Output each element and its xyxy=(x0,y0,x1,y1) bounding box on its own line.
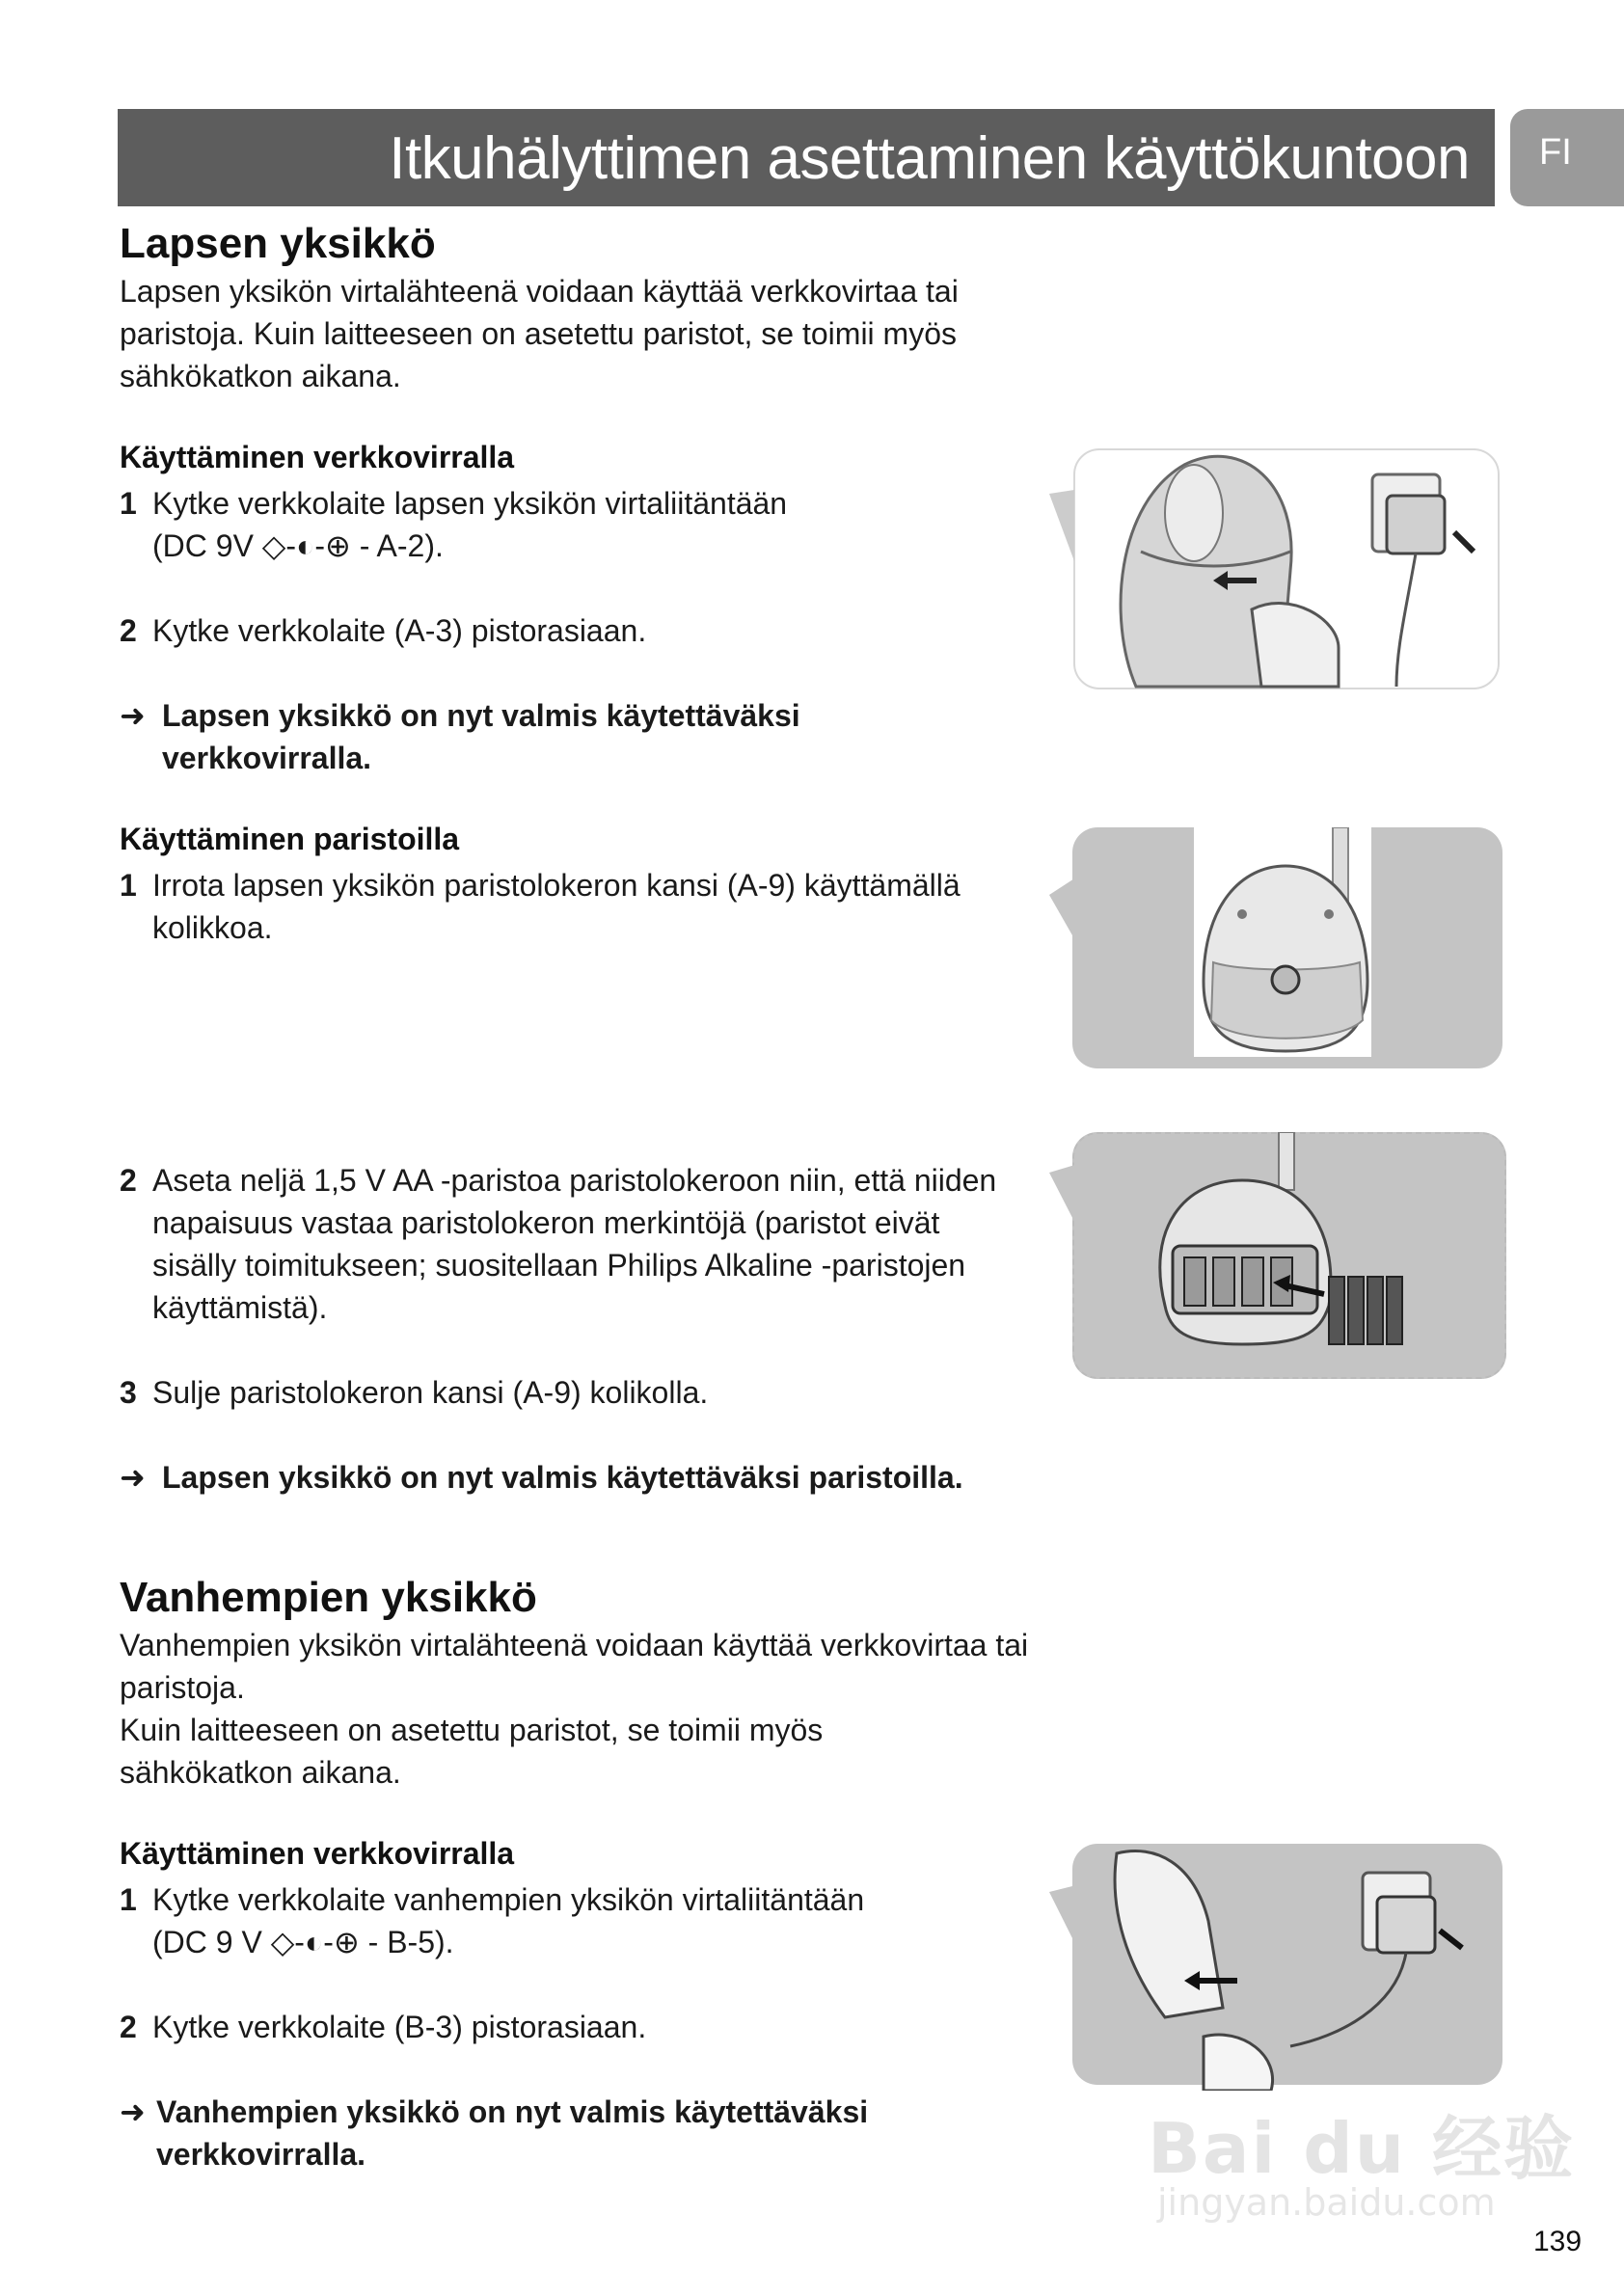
baby-battery-step-3 xyxy=(120,1371,1026,1414)
parent-unit-title: Vanhempien yksikkö xyxy=(120,1574,537,1621)
batteries-image xyxy=(1049,1132,1502,1375)
step-text: Aseta neljä 1,5 V AA -paristoa paristolokeroon niin, että niiden napaisuus vastaa paristolokeron merkintöjä (paristot eivät sisälly toimitukseen; suositellaan Philips Alkaline -paristojen käyttämistä). xyxy=(152,1163,997,1325)
step-text-spec: (DC 9 V ◇-◐-⊕ - B-5). xyxy=(152,1925,454,1959)
illustration-insert-batteries xyxy=(1049,1132,1502,1375)
page-title: Itkuhälyttimen asettaminen käyttökuntoon xyxy=(389,125,1470,192)
parent-adapter-image xyxy=(1049,1844,1502,2091)
illustration-parent-unit-adapter xyxy=(1049,1844,1502,2091)
step-number: 2 xyxy=(120,1163,137,1198)
step-text: Kytke verkkolaite vanhempien yksikön virtaliitäntään xyxy=(152,1882,865,1917)
baby-mains-title: Käyttäminen verkkovirralla xyxy=(120,440,515,474)
header-bar xyxy=(118,109,1495,206)
parent-mains-step-2 xyxy=(120,2006,1026,2048)
adapter-plug-image xyxy=(1049,446,1502,692)
result-text: Lapsen yksikkö on nyt valmis käytettäväksi paristoilla. xyxy=(162,1460,963,1495)
page-number: 139 xyxy=(1533,2226,1583,2257)
step-number: 1 xyxy=(120,486,137,521)
step-text: Irrota lapsen yksikön paristolokeron kansi (A-9) käyttämällä kolikkoa. xyxy=(152,868,961,945)
baby-mains-step-2 xyxy=(120,609,1026,652)
baby-battery-result xyxy=(120,1456,968,1499)
illustration-battery-lid xyxy=(1049,827,1502,1068)
parent-mains-result xyxy=(120,2091,988,2175)
step-text: Kytke verkkolaite (B-3) pistorasiaan. xyxy=(152,2010,647,2044)
arrow-right-icon: ➜ xyxy=(120,698,146,733)
parent-mains-title: Käyttäminen verkkovirralla xyxy=(120,1836,515,1871)
step-text: Sulje paristolokeron kansi (A-9) kolikolla. xyxy=(152,1375,709,1410)
baby-battery-step-2 xyxy=(120,1159,1007,1329)
step-text-spec: (DC 9V ◇-◐-⊕ - A-2). xyxy=(152,528,444,563)
arrow-right-icon: ➜ xyxy=(120,2094,146,2129)
step-number: 1 xyxy=(120,1882,137,1917)
result-text: Lapsen yksikkö on nyt valmis käytettäväksi verkkovirralla. xyxy=(162,698,800,775)
step-text: Kytke verkkolaite (A-3) pistorasiaan. xyxy=(152,613,647,648)
step-number: 3 xyxy=(120,1375,137,1410)
baby-battery-step-1 xyxy=(120,864,1007,949)
baby-unit-title: Lapsen yksikkö xyxy=(120,220,436,267)
baby-mains-step-1 xyxy=(120,482,1026,567)
step-text: Kytke verkkolaite lapsen yksikön virtaliitäntään xyxy=(152,486,788,521)
baby-battery-title: Käyttäminen paristoilla xyxy=(120,822,460,856)
step-number: 2 xyxy=(120,613,137,648)
watermark-url: jingyan.baidu.com xyxy=(1157,2181,1496,2224)
parent-unit-intro-2: Kuin laitteeseen on asetettu paristot, se toimii myös sähkökatkon aikana. xyxy=(120,1713,824,1790)
result-text: Vanhempien yksikkö on nyt valmis käytettäväksi verkkovirralla. xyxy=(156,2094,869,2172)
parent-mains-step-1 xyxy=(120,1878,1026,1963)
arrow-right-icon: ➜ xyxy=(120,1460,146,1495)
baby-mains-result xyxy=(120,694,968,779)
illustration-baby-unit-adapter xyxy=(1049,446,1502,692)
step-number: 1 xyxy=(120,868,137,903)
language-tab xyxy=(1510,109,1624,206)
step-number: 2 xyxy=(120,2010,137,2044)
watermark-logo: Bai du 经验 xyxy=(1148,2108,1576,2189)
baby-unit-intro: Lapsen yksikön virtalähteenä voidaan käyttää verkkovirtaa tai paristoja. Kuin laitteeseen on asetettu paristot, se toimii myös sähkökatkon aikana. xyxy=(120,274,959,393)
language-label: FI xyxy=(1539,132,1572,173)
battery-lid-image xyxy=(1049,827,1502,1068)
parent-unit-intro-1: Vanhempien yksikön virtalähteenä voidaan käyttää verkkovirtaa tai paristoja. xyxy=(120,1628,1029,1705)
